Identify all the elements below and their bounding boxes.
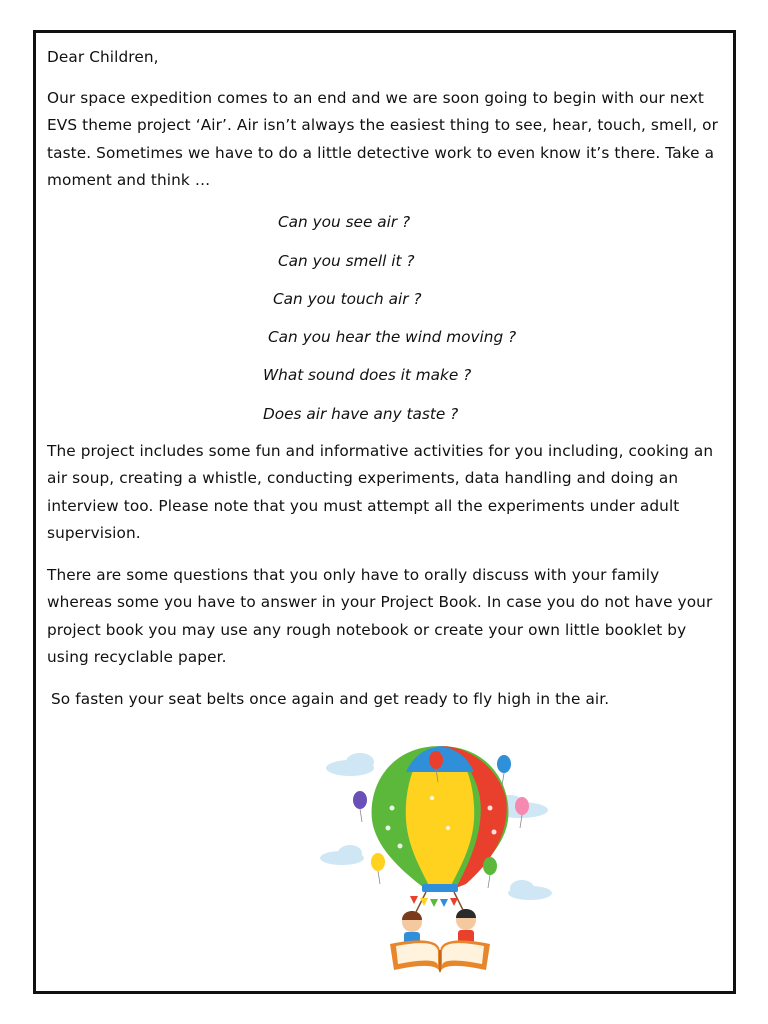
closing-line: So fasten your seat belts once again and get ready to fly high in the air.: [51, 690, 610, 708]
question-touch-air: Can you touch air ?: [273, 290, 422, 308]
question-see-air: Can you see air ?: [278, 213, 411, 231]
instructions-paragraph: There are some questions that you only have to orally discuss with your family whereas some you have to answer in your Project Book. In case you do not have your project book you may use any rough notebook or create your own little booklet by using recyclable paper.: [47, 566, 713, 666]
intro-paragraph: Our space expedition comes to an end and we are soon going to begin with our next EVS theme project ‘Air’. Air isn’t always the easiest thing to see, hear, touch, smell, or taste. Sometimes we have to do a little detective work to even know it’s there. Take a moment and think …: [47, 89, 718, 189]
question-hear-wind: Can you hear the wind moving ?: [268, 328, 517, 346]
salutation: Dear Children,: [47, 48, 159, 66]
activities-paragraph: The project includes some fun and informative activities for you including, cooking an air soup, creating a whistle, conducting experiments, data handling and doing an interview too. Please note that you must attempt all the experiments under adult supervision.: [47, 442, 714, 542]
question-taste: Does air have any taste ?: [263, 405, 459, 423]
hot-air-balloon-icon: [320, 738, 560, 978]
question-smell-air: Can you smell it ?: [278, 252, 415, 270]
question-sound: What sound does it make ?: [263, 366, 472, 384]
